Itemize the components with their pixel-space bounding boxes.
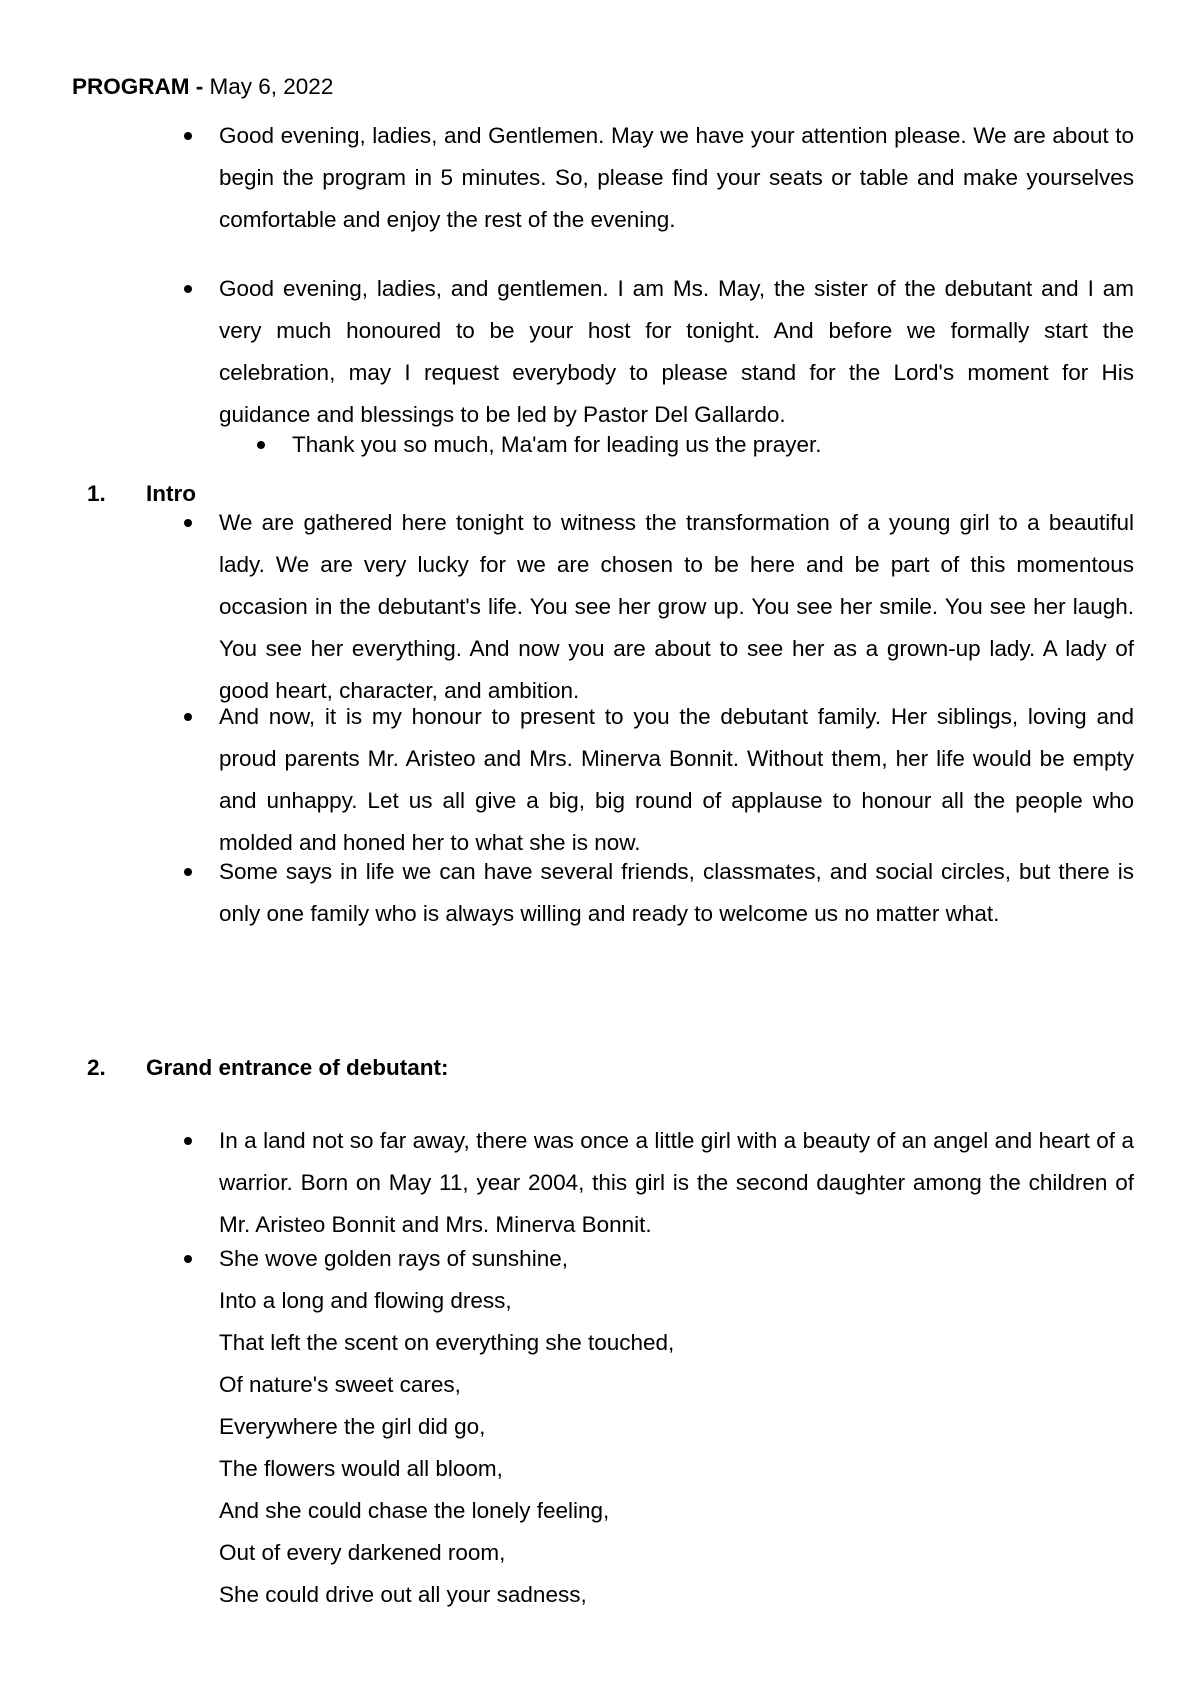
program-title: [72, 66, 333, 108]
poem-line: Into a long and flowing dress,: [219, 1288, 512, 1313]
poem-line: She could drive out all your sadness,: [219, 1582, 587, 1607]
poem-line: The flowers would all bloom,: [219, 1456, 503, 1481]
grand-entrance-bullet: In a land not so far away, there was once a little girl with a beauty of an angel and heart of a warrior. Born on May 11, year 2004, this girl is the second daughter among the children of Mr. Aristeo Bonnit and Mrs. Minerva Bonnit.: [219, 1120, 1134, 1246]
poem-line: That left the scent on everything she touched,: [219, 1330, 675, 1355]
section-title: Grand entrance of debutant:: [146, 1055, 449, 1080]
opening-sub-bullet: Thank you so much, Ma'am for leading us the prayer.: [292, 424, 1134, 466]
poem: [219, 1238, 674, 1616]
section-title: Intro: [146, 481, 196, 506]
opening-paragraph: Good evening, ladies, and Gentlemen. May we have your attention please. We are about to begin the program in 5 minutes. So, please find your seats or table and make yourselves comfortable and enjoy the rest of the evening.: [219, 115, 1134, 241]
program-date: May 6, 2022: [203, 74, 334, 99]
opening-paragraph: Good evening, ladies, and gentlemen. I am Ms. May, the sister of the debutant and I am very much honoured to be your host for tonight. And before we formally start the celebration, may I request everybody to please stand for the Lord's moment for His guidance and blessings to be led by Pastor Del Gallardo.: [219, 268, 1134, 436]
poem-line: Of nature's sweet cares,: [219, 1372, 461, 1397]
intro-bullet: We are gathered here tonight to witness the transformation of a young girl to a beautiful lady. We are very lucky for we are chosen to be here and be part of this momentous occasion in the debutant's life. You see her grow up. You see her smile. You see her laugh. You see her everything. And now you are about to see her as a grown-up lady. A lady of good heart, character, and ambition.: [219, 502, 1134, 712]
program-title-label: PROGRAM -: [72, 74, 204, 99]
poem-line: Out of every darkened room,: [219, 1540, 506, 1565]
poem-line: She wove golden rays of sunshine,: [219, 1246, 568, 1271]
poem-line: And she could chase the lonely feeling,: [219, 1498, 610, 1523]
intro-bullet: Some says in life we can have several friends, classmates, and social circles, but there is only one family who is always willing and ready to welcome us no matter what.: [219, 851, 1134, 935]
poem-line: Everywhere the girl did go,: [219, 1414, 486, 1439]
section-number: 1.: [87, 481, 106, 506]
intro-bullet: And now, it is my honour to present to you the debutant family. Her siblings, loving and proud parents Mr. Aristeo and Mrs. Minerva Bonnit. Without them, her life would be empty and unhappy. Let us all give a big, big round of applause to honour all the people who molded and honed her to what she is now.: [219, 696, 1134, 864]
section-number: 2.: [87, 1055, 106, 1080]
